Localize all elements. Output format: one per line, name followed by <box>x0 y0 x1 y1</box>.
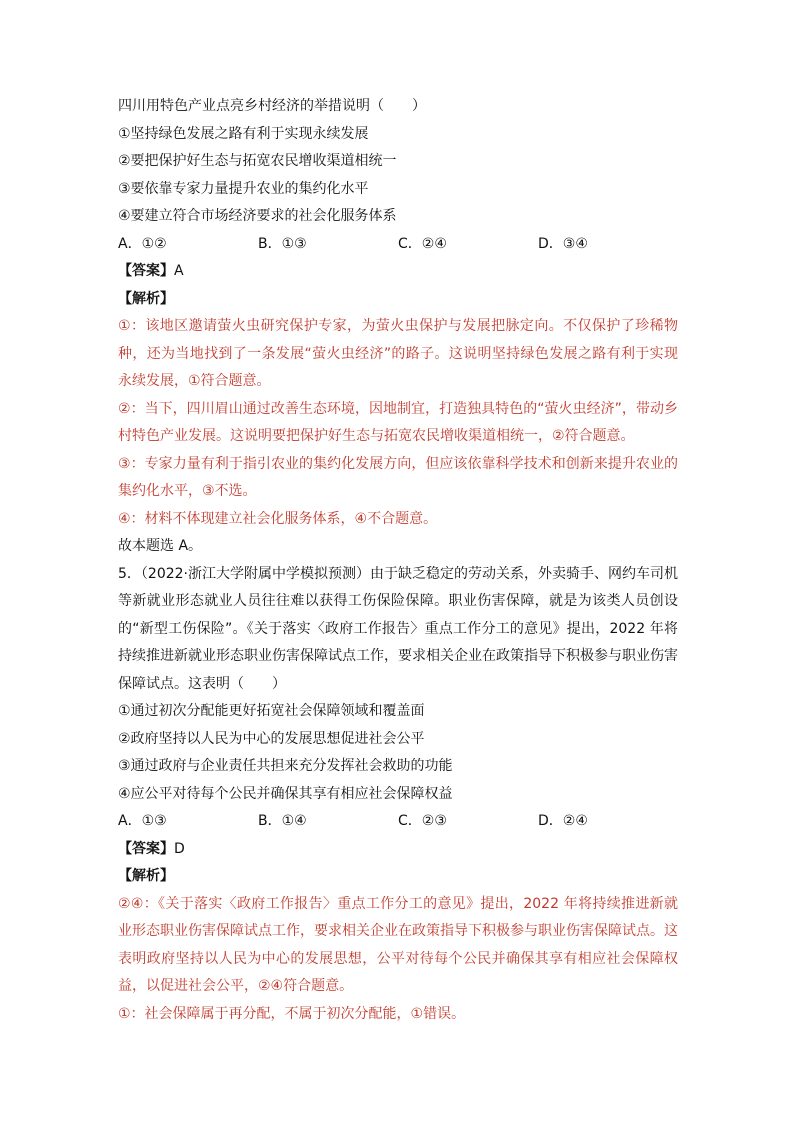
q4-conclusion: 故本题选 A。 <box>118 538 203 554</box>
q4-answer-value: A <box>174 263 184 279</box>
q4-analysis-2: ②：当下，四川眉山通过改善生态环境，因地制宜，打造独具特色的“萤火虫经济”，带动乡村特色产业发展。这说明要把保护好生态与拓宽农民增收渠道相统一，②符合题意。 <box>118 400 678 444</box>
q5-answer-label: 【答案】 <box>118 840 174 857</box>
q4-analysis-4: ④：材料不体现建立社会化服务体系，④不合题意。 <box>118 510 438 527</box>
q4-answer <box>118 258 678 286</box>
document-content <box>118 93 678 1028</box>
q4-analysis-3: ③：专家力量有利于指引农业的集约化发展方向，但应该依靠科学技术和创新来提升农业的集约化水平，③不选。 <box>118 455 678 499</box>
q4-item-1: ①坚持绿色发展之路有利于实现永续发展 <box>118 125 369 142</box>
q5-analysis-label: 【解析】 <box>118 868 174 884</box>
q4-item-4: ④要建立符合市场经济要求的社会化服务体系 <box>118 208 397 224</box>
q5-item-3: ③通过政府与企业责任共担来充分发挥社会救助的功能 <box>118 758 453 774</box>
q4-stem: 四川用特色产业点亮乡村经济的举措说明（ ） <box>118 98 426 114</box>
q4-option-b: B．①③ <box>258 235 307 252</box>
q5-answer <box>118 836 678 864</box>
q4-item-3: ③要依靠专家力量提升农业的集约化水平 <box>118 180 369 197</box>
q4-item-2: ②要把保护好生态与拓宽农民增收渠道相统一 <box>118 153 397 169</box>
q5-options <box>118 808 678 836</box>
q4-analysis-1: ①：该地区邀请萤火虫研究保护专家，为萤火虫保护与发展把脉定向。不仅保护了珍稀物种，还为当地找到了一条发展“萤火虫经济”的路子。这说明坚持绿色发展之路有利于实现永续发展，①符合题意。 <box>118 318 678 389</box>
q5-analysis-1: ②④：《关于落实〈政府工作报告〉重点工作分工的意见》提出，2022 年将持续推进新就业形态职业伤害保障试点工作，要求相关企业在政策指导下积极参与职业伤害保障试点。这表明政府坚持以人民为中心的发展思想，公平对待每个公民并确保其享有相应社会保障权益，以促进社会公平，②④符合题意。 <box>118 895 678 994</box>
q5-option-b: B．①④ <box>258 813 307 829</box>
q4-options <box>118 231 678 259</box>
q4-option-c: C．②④ <box>398 235 447 252</box>
q4-analysis-label: 【解析】 <box>118 290 174 307</box>
q5-answer-value: D <box>174 840 185 857</box>
q4-option-a: A．①② <box>118 235 167 252</box>
q5-analysis-2: ①：社会保障属于再分配，不属于初次分配能，①错误。 <box>118 1005 466 1022</box>
q4-option-d: D．③④ <box>538 235 588 252</box>
q5-option-a: A．①③ <box>118 813 167 829</box>
q5-option-c: C．②③ <box>398 813 447 829</box>
q5-stem: 5．（2022·浙江大学附属中学模拟预测）由于缺乏稳定的劳动关系，外卖骑手、网约车司机等新就业形态就业人员往往难以获得工伤保险保障。职业伤害保障，就是为该类人员创设的“新型工伤保险”。《关于落实〈政府工作报告〉重点工作分工的意见》提出，2022 年将持续推进新就业形态职业伤害保障试点工作，要求相关企业在政策指导下积极参与职业伤害保障试点。这表明（ ） <box>118 565 678 692</box>
q5-item-1: ①通过初次分配能更好拓宽社会保障领域和覆盖面 <box>118 703 425 719</box>
q4-answer-label: 【答案】 <box>118 263 174 279</box>
q5-item-2: ②政府坚持以人民为中心的发展思想促进社会公平 <box>118 730 425 747</box>
q5-item-4: ④应公平对待每个公民并确保其享有相应社会保障权益 <box>118 785 453 802</box>
q5-option-d: D．②④ <box>538 813 588 829</box>
